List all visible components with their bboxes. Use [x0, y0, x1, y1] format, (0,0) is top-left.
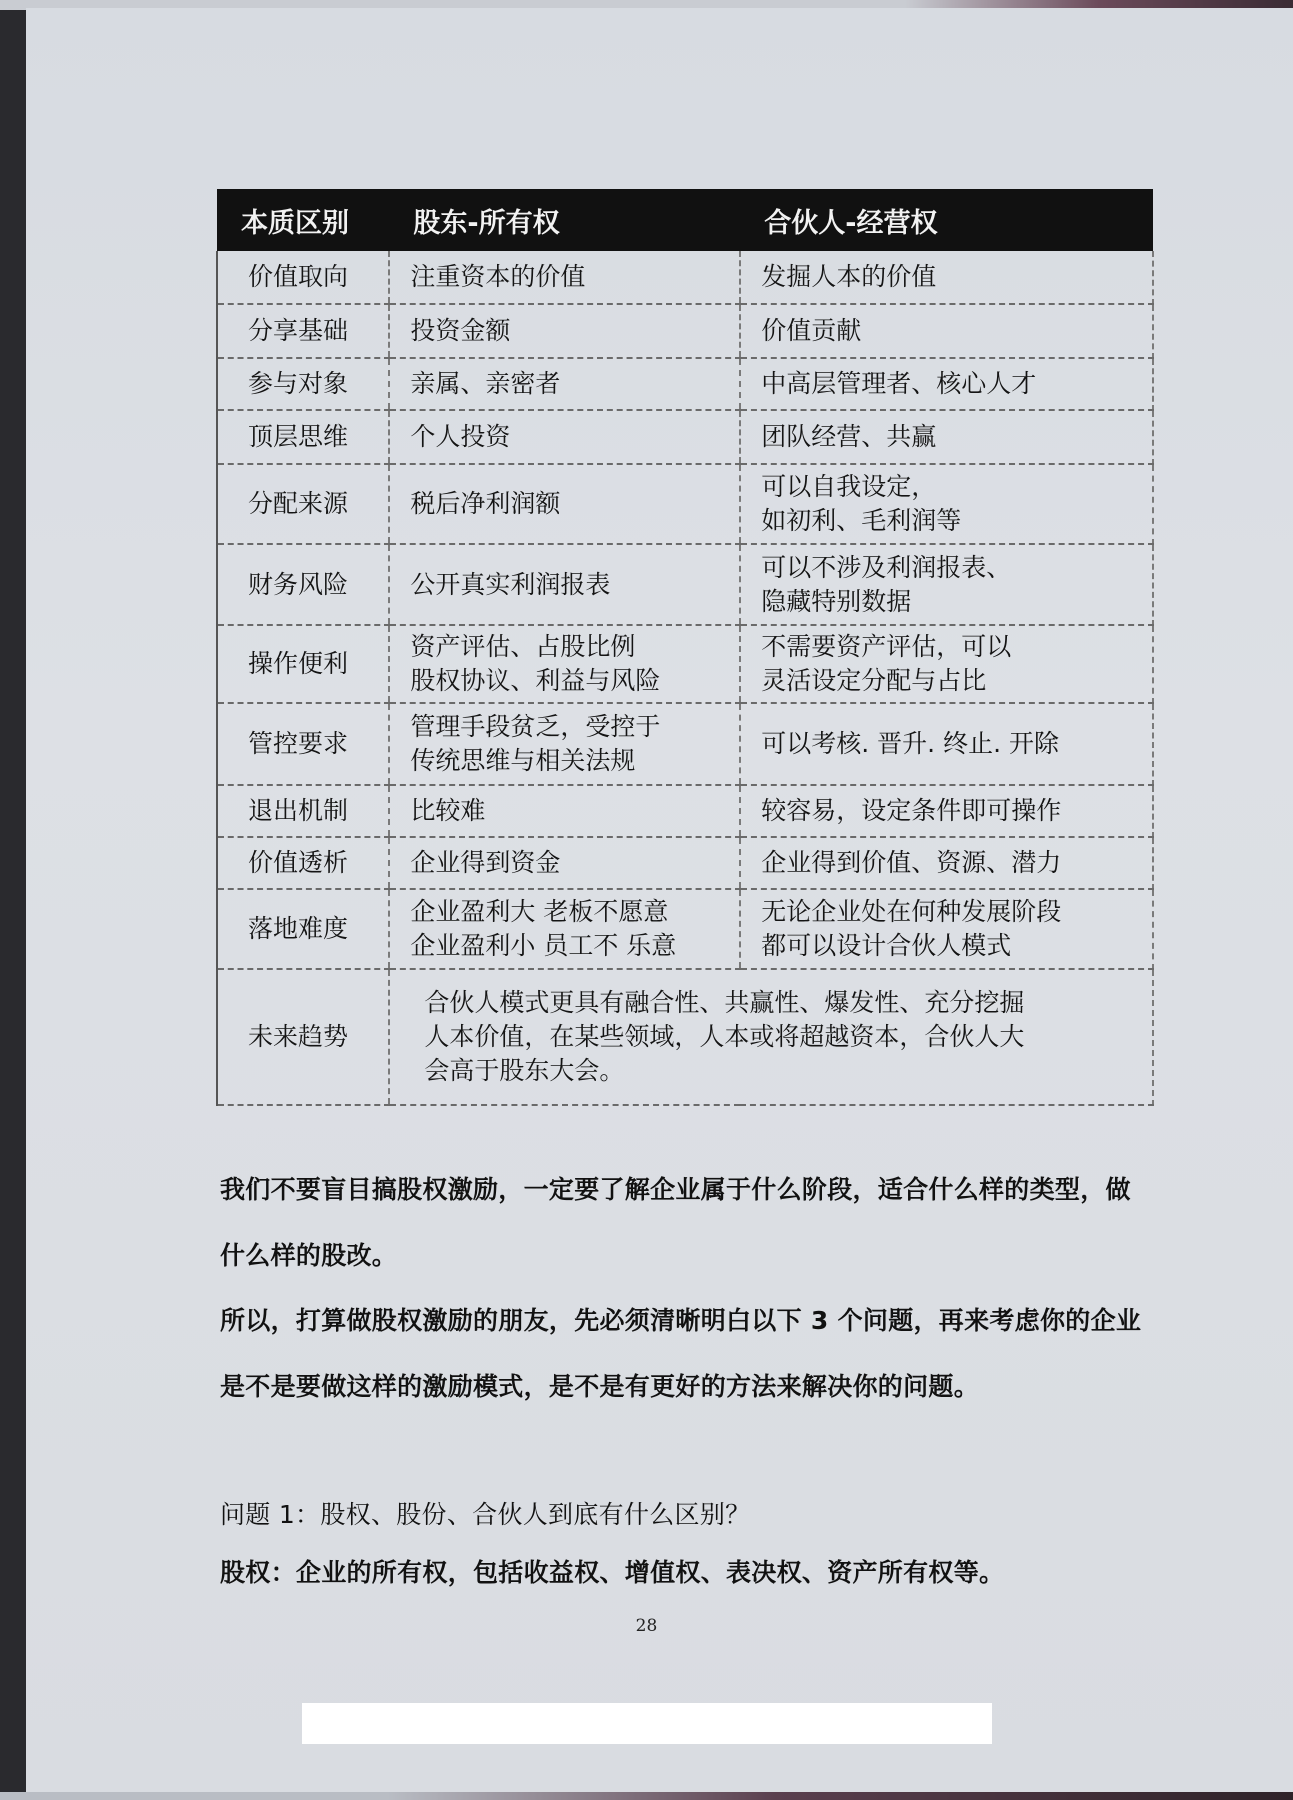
header-shareholder: 股东-所有权: [389, 189, 740, 251]
shareholder-cell: 管理手段贫乏，受控于 传统思维与相关法规: [389, 703, 740, 785]
paragraph-equity-definition: 股权：企业的所有权，包括收益权、增值权、表决权、资产所有权等。: [220, 1558, 1005, 1587]
row-label: 落地难度: [217, 889, 389, 969]
partner-cell: 价值贡献: [740, 304, 1153, 358]
row-label: 分享基础: [217, 304, 389, 358]
partner-cell: 无论企业处在何种发展阶段 都可以设计合伙人模式: [740, 889, 1153, 969]
shareholder-cell: 比较难: [389, 785, 740, 837]
shareholder-cell: 亲属、亲密者: [389, 358, 740, 410]
table-row: [217, 358, 1153, 410]
shareholder-cell: 公开真实利润报表: [389, 544, 740, 625]
shareholder-cell: 个人投资: [389, 410, 740, 464]
table-row: [217, 304, 1153, 358]
partner-cell: 不需要资产评估，可以 灵活设定分配与占比: [740, 625, 1153, 703]
table-row: [217, 544, 1153, 625]
row-label: 未来趋势: [217, 969, 389, 1105]
redaction-box: [302, 1703, 992, 1744]
table-row: [217, 251, 1153, 304]
partner-cell: 可以考核. 晋升. 终止. 开除: [740, 703, 1153, 785]
row-label: 价值透析: [217, 837, 389, 889]
row-label: 管控要求: [217, 703, 389, 785]
table-row-future: [217, 969, 1153, 1105]
row-label: 财务风险: [217, 544, 389, 625]
row-label: 退出机制: [217, 785, 389, 837]
shareholder-cell: 投资金额: [389, 304, 740, 358]
shareholder-cell: 资产评估、占股比例 股权协议、利益与风险: [389, 625, 740, 703]
shareholder-cell: 注重资本的价值: [389, 251, 740, 304]
paragraph-three-questions: 所以，打算做股权激励的朋友，先必须清晰明白以下 3 个问题，再来考虑你的企业是不是要做这样的激励模式，是不是有更好的方法来解决你的问题。: [220, 1306, 1142, 1401]
page-bottom-edge: [0, 1792, 1293, 1800]
table-row: [217, 410, 1153, 464]
comparison-table: [216, 189, 1154, 1106]
header-essence: 本质区别: [217, 189, 389, 251]
future-trend-cell: 合伙人模式更具有融合性、共赢性、爆发性、充分挖掘 人本价值，在某些领域，人本或将超越资本，合伙人大 会高于股东大会。: [389, 969, 1153, 1105]
table-row: [217, 889, 1153, 969]
row-label: 分配来源: [217, 464, 389, 544]
page-number: 28: [635, 1616, 658, 1636]
table-row: [217, 837, 1153, 889]
partner-cell: 团队经营、共赢: [740, 410, 1153, 464]
partner-cell: 较容易，设定条件即可操作: [740, 785, 1153, 837]
table-row: [217, 464, 1153, 544]
row-label: 顶层思维: [217, 410, 389, 464]
row-label: 参与对象: [217, 358, 389, 410]
partner-cell: 企业得到价值、资源、潜力: [740, 837, 1153, 889]
question-1: 问题 1：股权、股份、合伙人到底有什么区别？: [220, 1500, 751, 1529]
partner-cell: 中高层管理者、核心人才: [740, 358, 1153, 410]
partner-cell: 可以自我设定， 如初利、毛利润等: [740, 464, 1153, 544]
table-row: [217, 625, 1153, 703]
table-header-row: [217, 189, 1153, 251]
table-row: [217, 785, 1153, 837]
shareholder-cell: 企业盈利大 老板不愿意 企业盈利小 员工不 乐意: [389, 889, 740, 969]
partner-cell: 发掘人本的价值: [740, 251, 1153, 304]
row-label: 操作便利: [217, 625, 389, 703]
row-label: 价值取向: [217, 251, 389, 304]
shareholder-cell: 企业得到资金: [389, 837, 740, 889]
partner-cell: 可以不涉及利润报表、 隐藏特别数据: [740, 544, 1153, 625]
paragraph-stage-advice: 我们不要盲目搞股权激励，一定要了解企业属于什么阶段，适合什么样的类型，做什么样的股改。: [220, 1175, 1131, 1270]
table-row: [217, 703, 1153, 785]
header-partner: 合伙人-经营权: [740, 189, 1153, 251]
shareholder-cell: 税后净利润额: [389, 464, 740, 544]
